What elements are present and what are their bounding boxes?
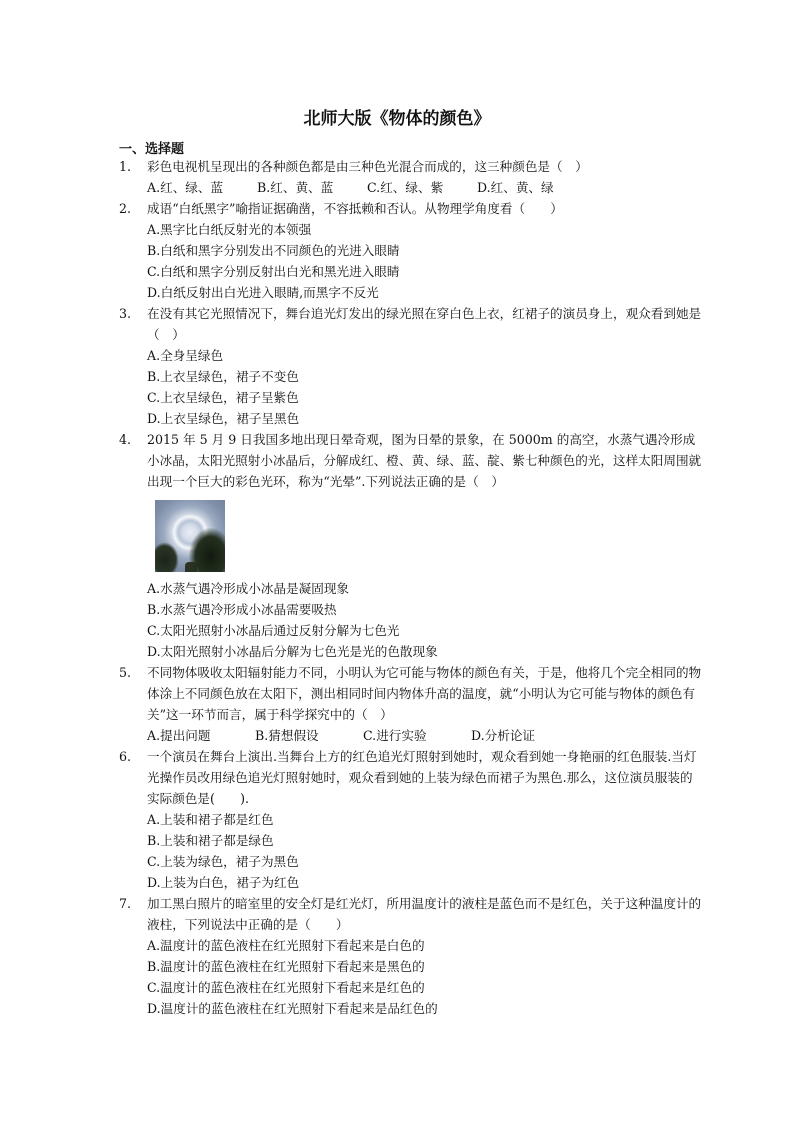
option-c: C.温度计的蓝色液柱在红光照射下看起来是红色的 (147, 980, 425, 995)
question-3 (119, 303, 705, 429)
option-a: A.水蒸气遇冷形成小冰晶是凝固现象 (147, 581, 350, 596)
tree-silhouette (189, 528, 225, 572)
option-b: B.上衣呈绿色，裙子不变色 (147, 369, 299, 384)
question-stem: 成语“白纸黑字”喻指证据确凿，不容抵赖和否认。从物理学角度看（ ） (147, 201, 563, 216)
question-stem: 彩色电视机呈现出的各种颜色都是由三种色光混合而成的，这三种颜色是（ ） (147, 159, 588, 174)
option-c: C.上衣呈绿色，裙子呈紫色 (147, 390, 299, 405)
option-c: C.太阳光照射小冰晶后通过反射分解为七色光 (147, 623, 400, 638)
question-number: 5. (119, 665, 132, 680)
question-stem: 一个演员在舞台上演出.当舞台上方的红色追光灯照射到她时，观众看到她一身艳丽的红色服装.当灯光操作员改用绿色追光灯照射她时，观众看到她的上装为绿色而裙子为黑色.那么，这位演员服装的实际颜色是( ). (147, 749, 697, 806)
option-a: A.红、绿、蓝 (147, 180, 224, 195)
question-list (119, 156, 705, 1019)
question-6 (119, 746, 705, 893)
question-5 (119, 662, 705, 746)
option-d: D.分析论证 (471, 728, 536, 743)
option-d: D.上装为白色，裙子为红色 (147, 875, 300, 890)
option-b: B.猜想假设 (255, 728, 319, 743)
question-4 (119, 429, 705, 662)
option-c: C.上装为绿色，裙子为黑色 (147, 854, 299, 869)
page-title: 北师大版《物体的颜色》 (303, 109, 491, 129)
option-b: B.水蒸气遇冷形成小冰晶需要吸热 (147, 602, 337, 617)
tree-silhouette (155, 542, 179, 572)
sun-halo-photo (155, 500, 225, 572)
option-c: C.进行实验 (363, 728, 427, 743)
options-row (147, 177, 705, 198)
options-row (147, 725, 705, 746)
option-a: A.全身呈绿色 (147, 348, 224, 363)
option-a: A.上装和裙子都是红色 (147, 812, 274, 827)
question-number: 3. (119, 306, 132, 321)
question-1 (119, 156, 705, 198)
option-b: B.上装和裙子都是绿色 (147, 833, 274, 848)
option-b: B.温度计的蓝色液柱在红光照射下看起来是黑色的 (147, 959, 425, 974)
question-7 (119, 893, 705, 1019)
option-a: A.温度计的蓝色液柱在红光照射下看起来是白色的 (147, 938, 425, 953)
section-heading: 一、选择题 (119, 142, 185, 157)
question-number: 7. (119, 896, 132, 911)
question-number: 2. (119, 201, 132, 216)
question-number: 4. (119, 432, 132, 447)
option-b: B.红、黄、蓝 (257, 180, 334, 195)
question-stem: 2015 年 5 月 9 日我国多地出现日晕奇观，图为日晕的景象，在 5000m 的高空，水蒸气遇冷形成小冰晶，太阳光照射小冰晶后，分解成红、橙、黄、绿、蓝、靛、紫七种颜色的光，这样太阳周围就出现一个巨大的彩色光环，称为“光晕”.下列说法正确的是（ ） (147, 432, 702, 489)
option-c: C.红、绿、紫 (367, 180, 444, 195)
option-d: D.上衣呈绿色，裙子呈黑色 (147, 411, 300, 426)
option-d: D.白纸反射出白光进入眼睛,而黑字不反光 (147, 285, 379, 300)
option-a: A.提出问题 (147, 728, 211, 743)
option-d: D.温度计的蓝色液柱在红光照射下看起来是品红色的 (147, 1001, 438, 1016)
option-d: D.红、黄、绿 (477, 180, 554, 195)
option-a: A.黑字比白纸反射光的本领强 (147, 222, 312, 237)
option-d: D.太阳光照射小冰晶后分解为七色光是光的色散现象 (147, 644, 438, 659)
question-number: 1. (119, 159, 132, 174)
question-stem: 加工黑白照片的暗室里的安全灯是红光灯，所用温度计的液柱是蓝色而不是红色，关于这种温度计的液柱，下列说法中正确的是（ ） (147, 896, 702, 932)
question-stem: 在没有其它光照情况下，舞台追光灯发出的绿光照在穿白色上衣，红裙子的演员身上，观众看到她是（ ） (147, 306, 702, 342)
question-stem: 不同物体吸收太阳辐射能力不同，小明认为它可能与物体的颜色有关，于是，他将几个完全相同的物体涂上不同颜色放在太阳下，测出相同时间内物体升高的温度，就“小明认为它可能与物体的颜色有关”这一环节而言，属于科学探究中的（ ） (147, 665, 702, 722)
question-number: 6. (119, 749, 132, 764)
question-2 (119, 198, 705, 303)
option-b: B.白纸和黑字分别发出不同颜色的光进入眼睛 (147, 243, 400, 258)
option-c: C.白纸和黑字分别反射出白光和黑光进入眼睛 (147, 264, 400, 279)
